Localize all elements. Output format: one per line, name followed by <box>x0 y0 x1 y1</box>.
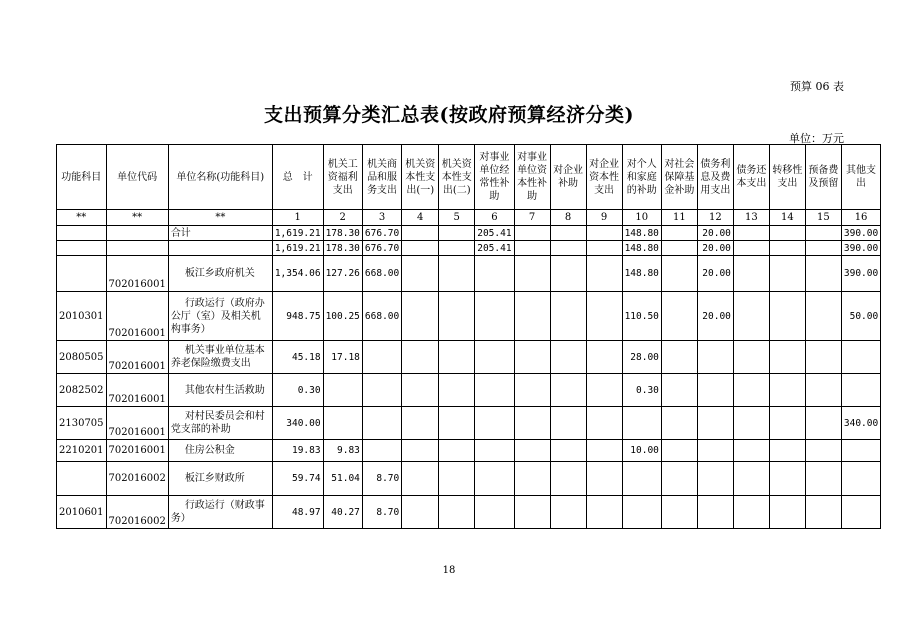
index-cell: 1 <box>272 210 323 226</box>
amount-cell: 148.80 <box>622 241 661 256</box>
amount-cell: 45.18 <box>272 341 323 374</box>
amount-cell <box>622 462 661 496</box>
table-row <box>57 292 881 341</box>
index-cell: 7 <box>514 210 550 226</box>
amount-cell <box>475 341 514 374</box>
header-cell: 转移性支出 <box>769 145 805 210</box>
table-row <box>57 440 881 462</box>
function-code-cell <box>57 241 107 256</box>
unit-name-cell: 对村民委员会和村党支部的补助 <box>168 407 272 440</box>
amount-cell <box>475 374 514 407</box>
amount-cell <box>439 292 475 341</box>
index-cell: 9 <box>586 210 622 226</box>
amount-cell <box>586 226 622 241</box>
unit-name-cell: 板江乡政府机关 <box>168 256 272 292</box>
amount-cell <box>514 407 550 440</box>
header-cell: 其他支出 <box>841 145 880 210</box>
amount-cell: 205.41 <box>475 226 514 241</box>
amount-cell: 17.18 <box>323 341 362 374</box>
header-cell: 机关资本性支出(一) <box>402 145 439 210</box>
amount-cell <box>402 407 439 440</box>
amount-cell <box>733 256 769 292</box>
table-title: 支出预算分类汇总表(按政府预算经济分类) <box>264 104 634 126</box>
index-cell: 11 <box>661 210 697 226</box>
amount-cell <box>769 496 805 529</box>
amount-cell <box>439 341 475 374</box>
amount-cell <box>439 374 475 407</box>
header-cell: 债务还本支出 <box>733 145 769 210</box>
header-cell: 对个人和家庭的补助 <box>622 145 661 210</box>
function-code-cell: 2010601 <box>57 496 107 529</box>
amount-cell <box>362 407 401 440</box>
function-code-cell: 2210201 <box>57 440 107 462</box>
header-cell: 机关资本性支出(二) <box>439 145 475 210</box>
amount-cell <box>769 374 805 407</box>
table-row <box>57 241 881 256</box>
amount-cell: 19.83 <box>272 440 323 462</box>
amount-cell <box>439 241 475 256</box>
unit-code-cell: 702016001 <box>106 256 168 292</box>
amount-cell <box>402 374 439 407</box>
amount-cell <box>805 462 841 496</box>
amount-cell <box>475 407 514 440</box>
amount-cell <box>805 341 841 374</box>
amount-cell <box>514 256 550 292</box>
budget-table <box>56 144 881 529</box>
amount-cell <box>402 256 439 292</box>
amount-cell <box>841 496 880 529</box>
unit-name-cell: 行政运行（财政事务） <box>168 496 272 529</box>
amount-cell <box>514 241 550 256</box>
amount-cell <box>733 241 769 256</box>
unit-code-cell: 702016001 <box>106 440 168 462</box>
amount-cell: 668.00 <box>362 292 401 341</box>
amount-cell <box>514 374 550 407</box>
amount-cell <box>661 256 697 292</box>
header-cell: 机关商品和服务支出 <box>362 145 401 210</box>
amount-cell <box>733 341 769 374</box>
amount-cell <box>550 226 586 241</box>
index-cell: 3 <box>362 210 401 226</box>
unit-code-cell <box>106 241 168 256</box>
amount-cell <box>439 226 475 241</box>
amount-cell <box>362 440 401 462</box>
amount-cell <box>586 374 622 407</box>
amount-cell: 676.70 <box>362 241 401 256</box>
amount-cell <box>661 292 697 341</box>
unit-name-cell <box>168 241 272 256</box>
amount-cell: 0.30 <box>272 374 323 407</box>
unit-name-cell: 板江乡财政所 <box>168 462 272 496</box>
amount-cell <box>769 241 805 256</box>
amount-cell: 10.00 <box>622 440 661 462</box>
amount-cell <box>769 226 805 241</box>
header-cell: 对事业单位资本性补助 <box>514 145 550 210</box>
amount-cell <box>805 374 841 407</box>
amount-cell: 51.04 <box>323 462 362 496</box>
amount-cell <box>733 407 769 440</box>
amount-cell <box>586 341 622 374</box>
amount-cell <box>661 407 697 440</box>
header-row <box>57 145 881 210</box>
amount-cell: 127.26 <box>323 256 362 292</box>
amount-cell <box>439 496 475 529</box>
amount-cell: 8.70 <box>362 496 401 529</box>
index-cell: 5 <box>439 210 475 226</box>
amount-cell <box>661 341 697 374</box>
amount-cell <box>805 241 841 256</box>
amount-cell <box>323 374 362 407</box>
table-row <box>57 462 881 496</box>
amount-cell: 40.27 <box>323 496 362 529</box>
amount-cell <box>622 496 661 529</box>
amount-cell: 948.75 <box>272 292 323 341</box>
amount-cell <box>661 226 697 241</box>
amount-cell: 20.00 <box>697 226 733 241</box>
amount-cell: 9.83 <box>323 440 362 462</box>
amount-cell <box>769 256 805 292</box>
amount-cell: 1,619.21 <box>272 241 323 256</box>
amount-cell <box>661 462 697 496</box>
index-cell: 8 <box>550 210 586 226</box>
header-cell: 功能科目 <box>57 145 107 210</box>
amount-cell <box>661 440 697 462</box>
amount-cell: 390.00 <box>841 241 880 256</box>
amount-cell: 390.00 <box>841 226 880 241</box>
amount-cell <box>733 496 769 529</box>
amount-cell <box>733 440 769 462</box>
index-cell: 10 <box>622 210 661 226</box>
amount-cell <box>550 241 586 256</box>
amount-cell <box>550 256 586 292</box>
amount-cell: 110.50 <box>622 292 661 341</box>
amount-cell <box>362 374 401 407</box>
amount-cell <box>697 341 733 374</box>
amount-cell <box>550 462 586 496</box>
function-code-cell: 2130705 <box>57 407 107 440</box>
unit-code-cell: 702016001 <box>106 292 168 341</box>
amount-cell: 100.25 <box>323 292 362 341</box>
amount-cell <box>439 462 475 496</box>
amount-cell <box>697 407 733 440</box>
amount-cell <box>550 496 586 529</box>
amount-cell <box>805 440 841 462</box>
amount-cell <box>805 256 841 292</box>
amount-cell: 0.30 <box>622 374 661 407</box>
amount-cell <box>733 292 769 341</box>
amount-cell <box>514 462 550 496</box>
amount-cell: 205.41 <box>475 241 514 256</box>
table-row <box>57 374 881 407</box>
header-cell: 对企业资本性支出 <box>586 145 622 210</box>
function-code-cell <box>57 256 107 292</box>
amount-cell: 59.74 <box>272 462 323 496</box>
header-cell: 对企业补助 <box>550 145 586 210</box>
amount-cell <box>586 440 622 462</box>
amount-cell <box>733 374 769 407</box>
amount-cell <box>697 374 733 407</box>
amount-cell <box>323 407 362 440</box>
function-code-cell: 2010301 <box>57 292 107 341</box>
amount-cell <box>475 292 514 341</box>
table-row <box>57 407 881 440</box>
amount-cell <box>661 496 697 529</box>
amount-cell <box>769 407 805 440</box>
header-cell: 机关工资福利支出 <box>323 145 362 210</box>
index-cell: 16 <box>841 210 880 226</box>
header-cell: 总 计 <box>272 145 323 210</box>
amount-cell <box>475 462 514 496</box>
function-code-cell <box>57 462 107 496</box>
amount-cell: 178.30 <box>323 241 362 256</box>
function-code-cell: 2080505 <box>57 341 107 374</box>
unit-name-cell: 合计 <box>168 226 272 241</box>
amount-cell <box>586 256 622 292</box>
unit-code-cell: 702016001 <box>106 374 168 407</box>
amount-cell: 50.00 <box>841 292 880 341</box>
page-number: 18 <box>442 565 456 576</box>
amount-cell <box>402 462 439 496</box>
amount-cell <box>475 440 514 462</box>
function-code-cell <box>57 226 107 241</box>
amount-cell <box>475 256 514 292</box>
amount-cell <box>733 226 769 241</box>
amount-cell <box>475 496 514 529</box>
amount-cell <box>514 341 550 374</box>
unit-name-cell: 机关事业单位基本养老保险缴费支出 <box>168 341 272 374</box>
amount-cell: 178.30 <box>323 226 362 241</box>
table-row <box>57 256 881 292</box>
amount-cell <box>805 292 841 341</box>
header-cell: 对事业单位经常性补助 <box>475 145 514 210</box>
amount-cell <box>805 496 841 529</box>
amount-cell: 390.00 <box>841 256 880 292</box>
amount-cell <box>586 292 622 341</box>
amount-cell <box>769 462 805 496</box>
amount-cell <box>362 341 401 374</box>
amount-cell <box>841 374 880 407</box>
index-cell: 14 <box>769 210 805 226</box>
amount-cell: 48.97 <box>272 496 323 529</box>
amount-cell <box>402 440 439 462</box>
amount-cell <box>661 374 697 407</box>
amount-cell <box>402 241 439 256</box>
index-cell: 13 <box>733 210 769 226</box>
amount-cell: 20.00 <box>697 256 733 292</box>
amount-cell <box>841 341 880 374</box>
index-cell: 15 <box>805 210 841 226</box>
table-row <box>57 496 881 529</box>
amount-cell: 148.80 <box>622 226 661 241</box>
unit-code-cell: 702016001 <box>106 407 168 440</box>
amount-cell <box>550 341 586 374</box>
amount-cell <box>769 440 805 462</box>
amount-cell <box>697 462 733 496</box>
amount-cell <box>402 496 439 529</box>
unit-code-cell: 702016001 <box>106 341 168 374</box>
index-cell: 6 <box>475 210 514 226</box>
amount-cell: 676.70 <box>362 226 401 241</box>
amount-cell <box>514 226 550 241</box>
amount-cell <box>661 241 697 256</box>
amount-cell <box>402 341 439 374</box>
amount-cell: 1,619.21 <box>272 226 323 241</box>
unit-code-cell: 702016002 <box>106 462 168 496</box>
unit-name-cell: 住房公积金 <box>168 440 272 462</box>
amount-cell <box>514 440 550 462</box>
form-number: 预算 06 表 <box>790 80 844 93</box>
header-cell: 单位名称(功能科目) <box>168 145 272 210</box>
index-cell: ** <box>168 210 272 226</box>
header-cell: 单位代码 <box>106 145 168 210</box>
amount-cell <box>805 226 841 241</box>
amount-cell: 8.70 <box>362 462 401 496</box>
header-cell: 预备费及预留 <box>805 145 841 210</box>
amount-cell <box>550 292 586 341</box>
amount-cell <box>402 292 439 341</box>
amount-cell <box>841 462 880 496</box>
unit-code-cell: 702016002 <box>106 496 168 529</box>
amount-cell <box>550 407 586 440</box>
amount-cell: 20.00 <box>697 292 733 341</box>
unit-code-cell <box>106 226 168 241</box>
amount-cell: 340.00 <box>841 407 880 440</box>
index-cell: ** <box>57 210 107 226</box>
amount-cell <box>697 440 733 462</box>
table-row <box>57 341 881 374</box>
amount-cell <box>697 496 733 529</box>
function-code-cell: 2082502 <box>57 374 107 407</box>
amount-cell <box>586 462 622 496</box>
amount-cell: 20.00 <box>697 241 733 256</box>
amount-cell <box>769 341 805 374</box>
amount-cell: 148.80 <box>622 256 661 292</box>
amount-cell <box>622 407 661 440</box>
amount-cell: 668.00 <box>362 256 401 292</box>
table-row <box>57 226 881 241</box>
header-cell: 对社会保障基金补助 <box>661 145 697 210</box>
amount-cell: 1,354.06 <box>272 256 323 292</box>
amount-cell <box>841 440 880 462</box>
amount-cell: 28.00 <box>622 341 661 374</box>
unit-name-cell: 行政运行（政府办公厅（室）及相关机构事务） <box>168 292 272 341</box>
header-cell: 债务利息及费用支出 <box>697 145 733 210</box>
amount-cell <box>733 462 769 496</box>
amount-cell: 340.00 <box>272 407 323 440</box>
amount-cell <box>805 407 841 440</box>
amount-cell <box>769 292 805 341</box>
amount-cell <box>586 496 622 529</box>
index-cell: 2 <box>323 210 362 226</box>
amount-cell <box>439 440 475 462</box>
amount-cell <box>514 292 550 341</box>
amount-cell <box>439 407 475 440</box>
index-row <box>57 210 881 226</box>
amount-cell <box>402 226 439 241</box>
amount-cell <box>586 241 622 256</box>
unit-name-cell: 其他农村生活救助 <box>168 374 272 407</box>
unit-label: 单位：万元 <box>789 132 844 145</box>
amount-cell <box>514 496 550 529</box>
amount-cell <box>550 440 586 462</box>
amount-cell <box>550 374 586 407</box>
amount-cell <box>586 407 622 440</box>
amount-cell <box>439 256 475 292</box>
index-cell: 4 <box>402 210 439 226</box>
index-cell: 12 <box>697 210 733 226</box>
index-cell: ** <box>106 210 168 226</box>
